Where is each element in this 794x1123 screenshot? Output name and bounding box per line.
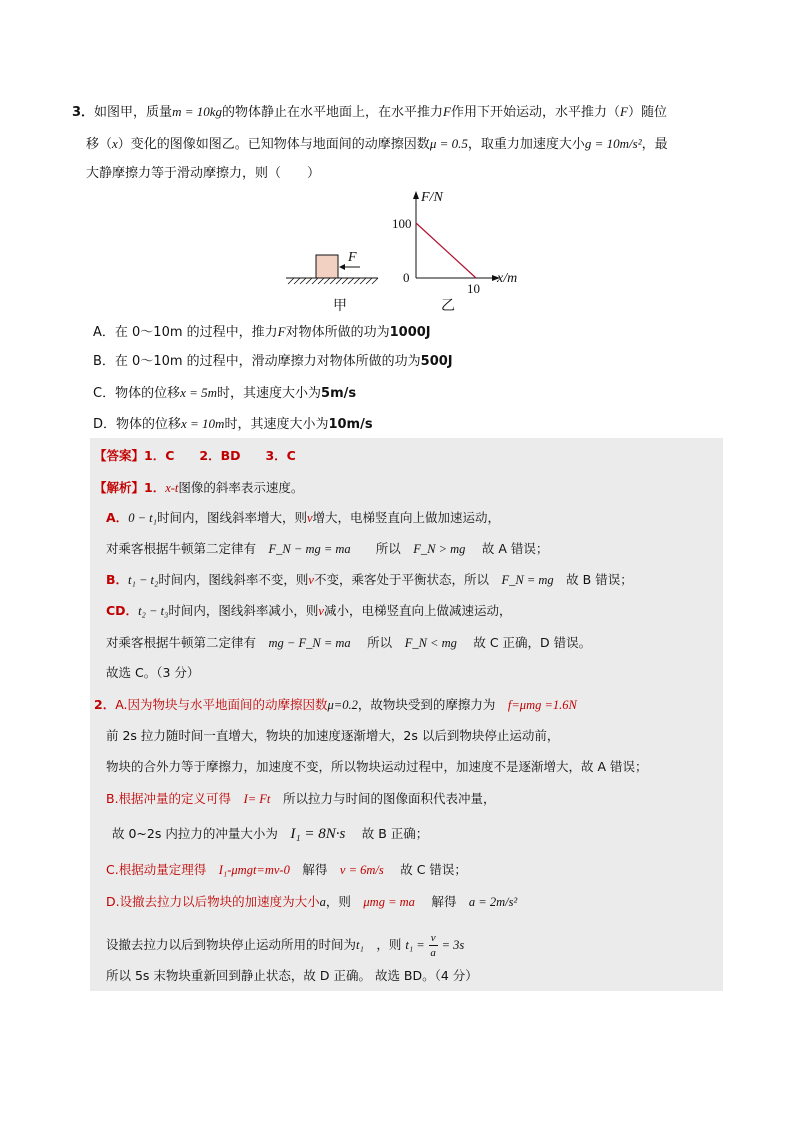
question-line-1: 3．如图甲，质量m = 10kg的物体静止在水平地面上，在水平推力F作用下开始运动，水平推力（F）随位 (72, 104, 667, 120)
figure-yi (392, 190, 517, 314)
block-force-label: F (348, 250, 357, 265)
analysis-q2-final: 所以 5s 末物块重新回到静止状态，故 D 正确。 故选 BD。（4 分） (106, 968, 478, 983)
figure-diagram (0, 185, 794, 315)
figure-jia (286, 250, 378, 314)
option-d: D．物体的位移x = 10m时，其速度大小为10m/s (93, 416, 373, 432)
analysis-intro: 【解析】1．x-t图像的斜率表示速度。 (94, 480, 304, 495)
analysis-q2-d-line: D.设撤去拉力以后物块的加速度为大小a，则 μmg = ma 解得 a = 2m/s² (106, 894, 518, 909)
analysis-q2-c-line: C.根据动量定理得 I₁-μmgt=mv-0 解得 v = 6m/s 故 C 错误； (106, 862, 467, 877)
analysis-q2-line2: 前 2s 拉力随时间一直增大，物块的加速度逐渐增大，2s 以后到物块停止运动前， (106, 728, 560, 743)
question-number: 3． (72, 105, 95, 120)
analysis-cd-line1: CD．t₂ − t₃时间内，图线斜率减小，则v减小，电梯竖直向上做减速运动， (106, 603, 512, 618)
analysis-b-line: B．t₁ − t₂时间内，图线斜率不变，则v不变，乘客处于平衡状态，所以 F_N = mg 故 B 错误； (106, 572, 633, 587)
analysis-cd-line2: 对乘客根据牛顿第二定律有 mg − F_N = ma 所以 F_N < mg 故 C 正确，D 错误。 (106, 635, 592, 650)
caption-yi: 乙 (441, 299, 455, 314)
y-axis-label: F/N (421, 190, 443, 205)
analysis-q2-e-line: 设撤去拉力以后到物块停止运动所用的时间为t₁ ，则 t₁ = $\frac{v}{a}$ = 3s (106, 932, 465, 959)
analysis-select-1: 故选 C。（3 分） (106, 665, 200, 680)
origin-label: 0 (403, 270, 410, 285)
answer-tag: 【答案】 (94, 448, 145, 463)
analysis-tag: 【解析】 (94, 480, 145, 495)
analysis-q2-b-line2: 故 0~2s 内拉力的冲量大小为 I₁ = 8N·s 故 B 正确； (112, 826, 429, 842)
analysis-a-line1: A．0 − t₁时间内，图线斜率增大，则v增大，电梯竖直向上做加速运动， (106, 510, 501, 525)
x-axis-label: x/m (497, 271, 518, 286)
x-tick-label: 10 (467, 281, 480, 296)
analysis-q2-line1: 2．A.因为物块与水平地面间的动摩擦因数μ=0.2，故物块受到的摩擦力为 f=μmg =1.6N (94, 697, 577, 712)
analysis-q2-b-line1: B.根据冲量的定义可得 I= Ft 所以拉力与时间的图像面积代表冲量， (106, 791, 496, 806)
block (316, 255, 338, 278)
option-b: B．在 0～10m 的过程中，滑动摩擦力对物体所做的功为500J (93, 354, 453, 369)
fraction-v-over-a: $\frac{v}{a}$ (430, 932, 436, 959)
analysis-q2-line3: 物块的合外力等于摩擦力，加速度不变，所以物块运动过程中，加速度不是逐渐增大，故 A 错误； (106, 759, 648, 774)
option-a: A．在 0～10m 的过程中，推力F对物体所做的功为1000J (93, 324, 431, 340)
caption-jia: 甲 (333, 299, 347, 314)
question-line-3: 大静摩擦力等于滑动摩擦力，则（ ） (86, 166, 321, 181)
force-line (416, 223, 476, 278)
analysis-a-line2: 对乘客根据牛顿第二定律有 F_N − mg = ma 所以 F_N > mg 故 A 错误； (106, 541, 549, 556)
answer-text: 1．C 2．BD 3．C (144, 448, 296, 463)
y-tick-label: 100 (392, 216, 412, 231)
answer-line (94, 447, 296, 465)
option-c: C．物体的位移x = 5m时，其速度大小为5m/s (93, 385, 357, 401)
question-line-2: 移（x）变化的图像如图乙。已知物体与地面间的动摩擦因数μ = 0.5，取重力加速度大小g = 10m/s²，最 (86, 136, 668, 152)
